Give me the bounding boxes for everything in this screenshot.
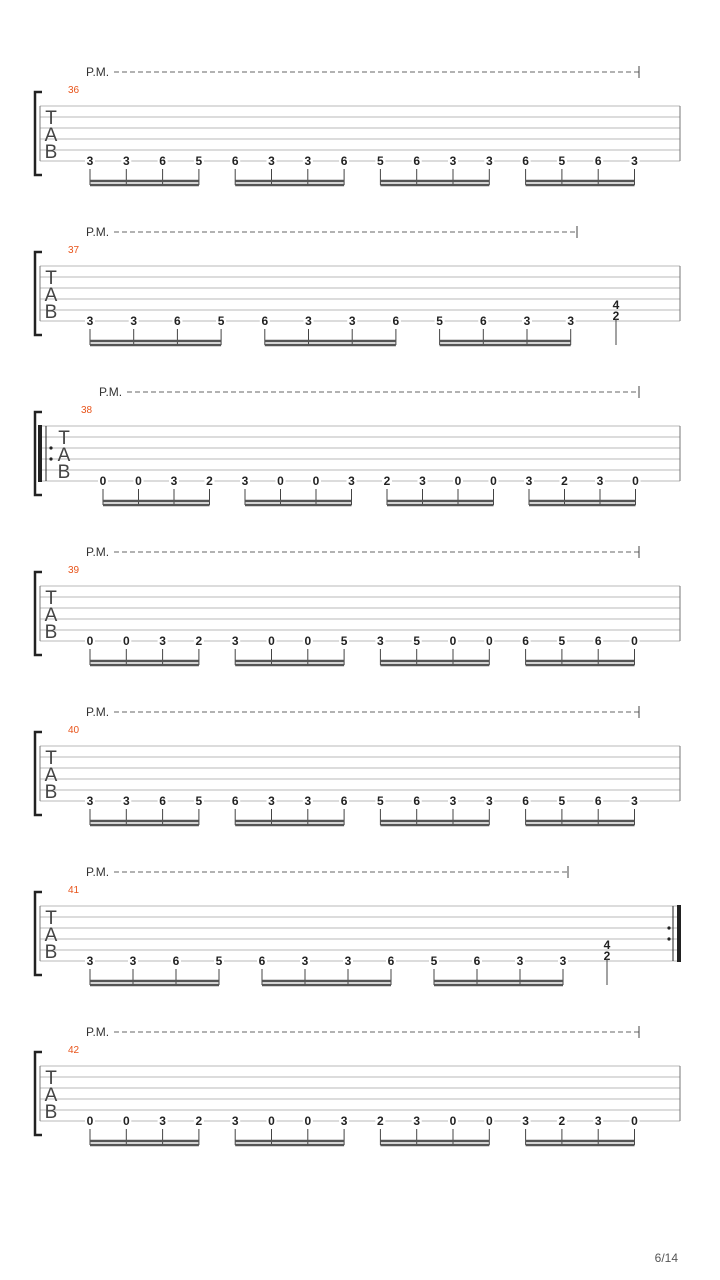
measure-number: 38 xyxy=(81,405,93,416)
fret-number: 0 xyxy=(304,1114,312,1128)
fret-number: 3 xyxy=(129,954,137,968)
fret-number: 6 xyxy=(231,794,239,808)
fret-number: 0 xyxy=(449,634,457,648)
tab-clef-letter: B xyxy=(44,142,58,163)
palm-mute-label: P.M. xyxy=(99,385,123,399)
fret-number: 6 xyxy=(231,154,239,168)
fret-number: 6 xyxy=(387,954,395,968)
fret-number: 0 xyxy=(277,474,284,488)
fret-number: 0 xyxy=(312,474,320,488)
tab-clef-letter: B xyxy=(44,302,58,323)
fret-number: 3 xyxy=(304,154,312,168)
fret-number: 0 xyxy=(304,634,312,648)
fret-number: 3 xyxy=(159,1114,166,1128)
tab-clef-letter: A xyxy=(44,125,58,146)
tab-clef-letter: T xyxy=(45,908,57,929)
system-bracket xyxy=(35,1052,42,1135)
fret-number: 0 xyxy=(135,474,142,488)
fret-number: 5 xyxy=(413,634,421,648)
fret-number: 5 xyxy=(436,314,443,328)
fret-number: 0 xyxy=(268,634,275,648)
fret-number: 6 xyxy=(473,954,481,968)
fret-number: 0 xyxy=(490,474,497,488)
fret-number: 3 xyxy=(268,154,275,168)
tab-clef-letter: T xyxy=(45,268,57,289)
measure-number: 39 xyxy=(68,565,80,576)
fret-number: 3 xyxy=(86,154,94,168)
fret-number: 5 xyxy=(215,954,223,968)
fret-number: 6 xyxy=(413,154,421,168)
fret-number: 3 xyxy=(122,154,130,168)
fret-number: 2 xyxy=(206,474,213,488)
system-bracket xyxy=(35,92,42,175)
fret-number: 6 xyxy=(594,154,602,168)
chord-fret-number: 2 xyxy=(612,309,620,324)
fret-number: 3 xyxy=(304,794,312,808)
fret-number: 3 xyxy=(377,634,384,648)
fret-number: 3 xyxy=(594,1114,602,1128)
fret-number: 5 xyxy=(217,314,225,328)
fret-number: 3 xyxy=(485,154,493,168)
fret-number: 3 xyxy=(231,1114,239,1128)
page-number: 6/14 xyxy=(654,1251,678,1265)
fret-number: 5 xyxy=(558,154,566,168)
fret-number: 0 xyxy=(86,1114,94,1128)
fret-number: 3 xyxy=(525,474,533,488)
fret-number: 6 xyxy=(159,794,166,808)
fret-number: 3 xyxy=(631,154,638,168)
fret-number: 3 xyxy=(122,794,130,808)
fret-number: 2 xyxy=(558,1114,566,1128)
system-bracket xyxy=(35,892,42,975)
fret-number: 2 xyxy=(377,1114,384,1128)
tab-clef-letter: B xyxy=(44,622,58,643)
tab-clef-letter: A xyxy=(44,765,58,786)
fret-number: 0 xyxy=(632,474,639,488)
measure-number: 40 xyxy=(68,725,80,736)
measure-number: 36 xyxy=(68,85,80,96)
system-39 xyxy=(35,545,680,665)
fret-number: 0 xyxy=(99,474,107,488)
fret-number: 3 xyxy=(268,794,275,808)
system-38 xyxy=(35,385,680,505)
fret-number: 6 xyxy=(522,794,529,808)
repeat-dot xyxy=(49,446,52,449)
fret-number: 6 xyxy=(413,794,421,808)
fret-number: 0 xyxy=(122,1114,130,1128)
palm-mute-label: P.M. xyxy=(86,1025,110,1039)
measure-number: 41 xyxy=(68,885,80,896)
fret-number: 2 xyxy=(561,474,568,488)
repeat-dot xyxy=(667,937,670,940)
tab-clef-letter: A xyxy=(44,1085,58,1106)
chord-fret-number: 4 xyxy=(603,938,611,953)
fret-number: 5 xyxy=(558,794,566,808)
fret-number: 0 xyxy=(485,1114,493,1128)
fret-number: 3 xyxy=(485,794,493,808)
repeat-dot xyxy=(49,457,52,460)
fret-number: 6 xyxy=(522,154,529,168)
fret-number: 6 xyxy=(522,634,529,648)
fret-number: 3 xyxy=(344,954,352,968)
tab-clef-letter: T xyxy=(45,588,57,609)
palm-mute-label: P.M. xyxy=(86,545,110,559)
tab-clef-letter: B xyxy=(44,942,58,963)
fret-number: 3 xyxy=(567,314,575,328)
fret-number: 3 xyxy=(159,634,166,648)
fret-number: 3 xyxy=(419,474,426,488)
fret-number: 6 xyxy=(340,154,348,168)
tab-clef-letter: B xyxy=(44,1102,58,1123)
tab-clef-letter: A xyxy=(44,285,58,306)
fret-number: 3 xyxy=(516,954,524,968)
fret-number: 3 xyxy=(301,954,309,968)
fret-number: 6 xyxy=(159,154,166,168)
measure-number: 37 xyxy=(68,245,80,256)
tab-clef-letter: B xyxy=(44,782,58,803)
system-bracket xyxy=(35,252,42,335)
fret-number: 5 xyxy=(340,634,348,648)
fret-number: 6 xyxy=(258,954,266,968)
system-bracket xyxy=(35,732,42,815)
measure-number: 42 xyxy=(68,1045,80,1056)
fret-number: 0 xyxy=(268,1114,275,1128)
fret-number: 3 xyxy=(305,314,312,328)
fret-number: 2 xyxy=(195,634,203,648)
fret-number: 3 xyxy=(86,794,94,808)
fret-number: 5 xyxy=(430,954,438,968)
system-40 xyxy=(35,705,680,825)
system-42 xyxy=(35,1025,680,1145)
tab-clef-letter: T xyxy=(45,108,57,129)
tab-clef-letter: A xyxy=(57,445,71,466)
palm-mute-label: P.M. xyxy=(86,865,110,879)
fret-number: 3 xyxy=(596,474,604,488)
fret-number: 3 xyxy=(231,634,239,648)
system-37 xyxy=(35,225,680,345)
repeat-dot xyxy=(667,926,670,929)
fret-number: 3 xyxy=(522,1114,529,1128)
chord-fret-number: 2 xyxy=(603,949,611,964)
fret-number: 0 xyxy=(485,634,493,648)
fret-number: 6 xyxy=(172,954,180,968)
fret-number: 3 xyxy=(130,314,138,328)
fret-number: 5 xyxy=(195,794,203,808)
tab-clef-letter: T xyxy=(45,748,57,769)
fret-number: 5 xyxy=(558,634,566,648)
fret-number: 0 xyxy=(454,474,462,488)
fret-number: 3 xyxy=(340,1114,348,1128)
system-bracket xyxy=(35,572,42,655)
system-41 xyxy=(35,865,681,985)
fret-number: 5 xyxy=(377,154,384,168)
tab-clef-letter: A xyxy=(44,925,58,946)
fret-number: 6 xyxy=(479,314,487,328)
fret-number: 0 xyxy=(631,1114,638,1128)
tab-clef-letter: T xyxy=(45,1068,57,1089)
tab-clef-letter: B xyxy=(57,462,71,483)
fret-number: 2 xyxy=(195,1114,203,1128)
fret-number: 3 xyxy=(559,954,567,968)
fret-number: 3 xyxy=(348,314,356,328)
fret-number: 3 xyxy=(86,954,94,968)
repeat-start-thick-barline xyxy=(38,425,42,482)
system-36 xyxy=(35,65,680,185)
fret-number: 3 xyxy=(413,1114,421,1128)
fret-number: 2 xyxy=(383,474,391,488)
fret-number: 3 xyxy=(449,794,457,808)
fret-number: 0 xyxy=(449,1114,457,1128)
fret-number: 6 xyxy=(392,314,400,328)
fret-number: 3 xyxy=(170,474,178,488)
repeat-end-thick-barline xyxy=(677,905,681,962)
chord-fret-number: 4 xyxy=(612,298,620,313)
palm-mute-label: P.M. xyxy=(86,225,110,239)
tab-clef-letter: T xyxy=(58,428,70,449)
fret-number: 5 xyxy=(195,154,203,168)
fret-number: 5 xyxy=(377,794,384,808)
fret-number: 3 xyxy=(241,474,249,488)
fret-number: 3 xyxy=(348,474,355,488)
fret-number: 6 xyxy=(261,314,269,328)
fret-number: 6 xyxy=(174,314,181,328)
palm-mute-label: P.M. xyxy=(86,65,110,79)
fret-number: 3 xyxy=(523,314,531,328)
fret-number: 0 xyxy=(86,634,94,648)
fret-number: 3 xyxy=(86,314,94,328)
fret-number: 6 xyxy=(594,634,602,648)
fret-number: 3 xyxy=(631,794,638,808)
fret-number: 0 xyxy=(122,634,130,648)
tab-clef-letter: A xyxy=(44,605,58,626)
fret-number: 0 xyxy=(631,634,638,648)
fret-number: 6 xyxy=(594,794,602,808)
fret-number: 6 xyxy=(340,794,348,808)
fret-number: 3 xyxy=(449,154,457,168)
palm-mute-label: P.M. xyxy=(86,705,110,719)
